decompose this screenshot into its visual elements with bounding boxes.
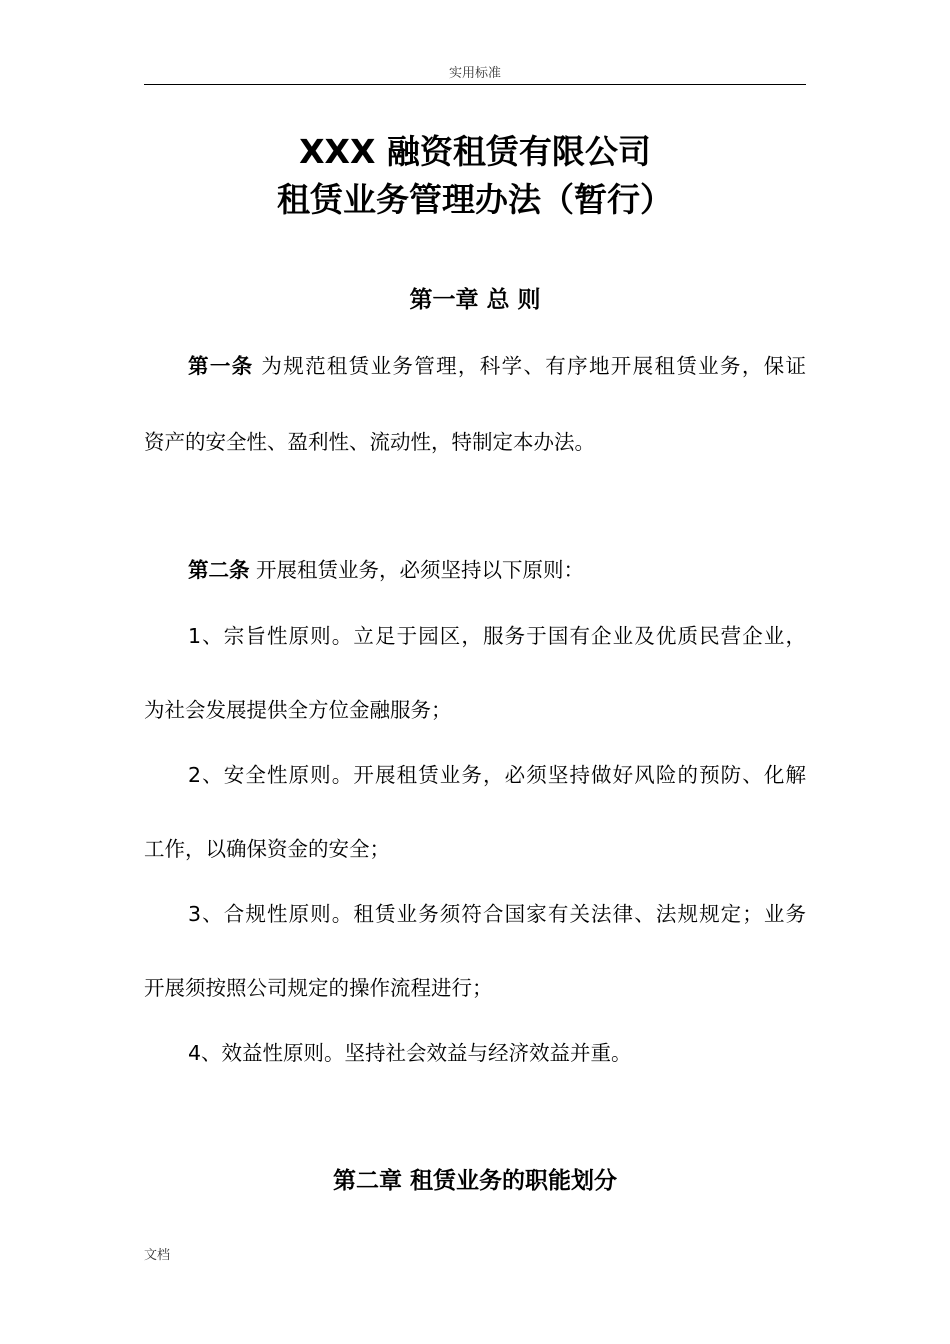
principle-1-line-2: 为社会发展提供全方位金融服务； — [144, 698, 452, 722]
article-1-text: 为规范租赁业务管理，科学、有序地开展租赁业务，保证 — [253, 354, 807, 378]
principle-4-line-1: 4、效益性原则。坚持社会效益与经济效益并重。 — [188, 1041, 632, 1065]
title-company: XXX 融资租赁有限公司 — [299, 132, 651, 171]
article-1-label: 第一条 — [188, 354, 254, 378]
principle-3-line-1: 3、合规性原则。租赁业务须符合国家有关法律、法规规定；业务 — [188, 902, 806, 926]
principle-3-line-2: 开展须按照公司规定的操作流程进行； — [144, 976, 493, 1000]
principle-2-line-1: 2、安全性原则。开展租赁业务，必须坚持做好风险的预防、化解 — [188, 763, 806, 787]
article-2-label: 第二条 — [188, 558, 250, 582]
chapter-1-heading: 第一章 总 则 — [409, 287, 541, 313]
header-rule — [144, 84, 806, 85]
article-1-line-2: 资产的安全性、盈利性、流动性，特制定本办法。 — [144, 430, 595, 454]
chapter-2-heading: 第二章 租赁业务的职能划分 — [332, 1168, 617, 1194]
article-2-text: 开展租赁业务，必须坚持以下原则： — [249, 558, 585, 582]
title-document: 租赁业务管理办法（暂行） — [277, 180, 673, 219]
article-1-line-1 — [144, 351, 806, 381]
page-header: 实用标准 — [448, 66, 501, 81]
principle-2-line-2: 工作，以确保资金的安全； — [144, 837, 390, 861]
page-footer: 文档 — [144, 1248, 171, 1263]
article-2-line — [144, 555, 806, 585]
principle-1-line-1: 1、宗旨性原则。立足于园区，服务于国有企业及优质民营企业， — [188, 624, 806, 648]
document-title — [144, 128, 806, 224]
